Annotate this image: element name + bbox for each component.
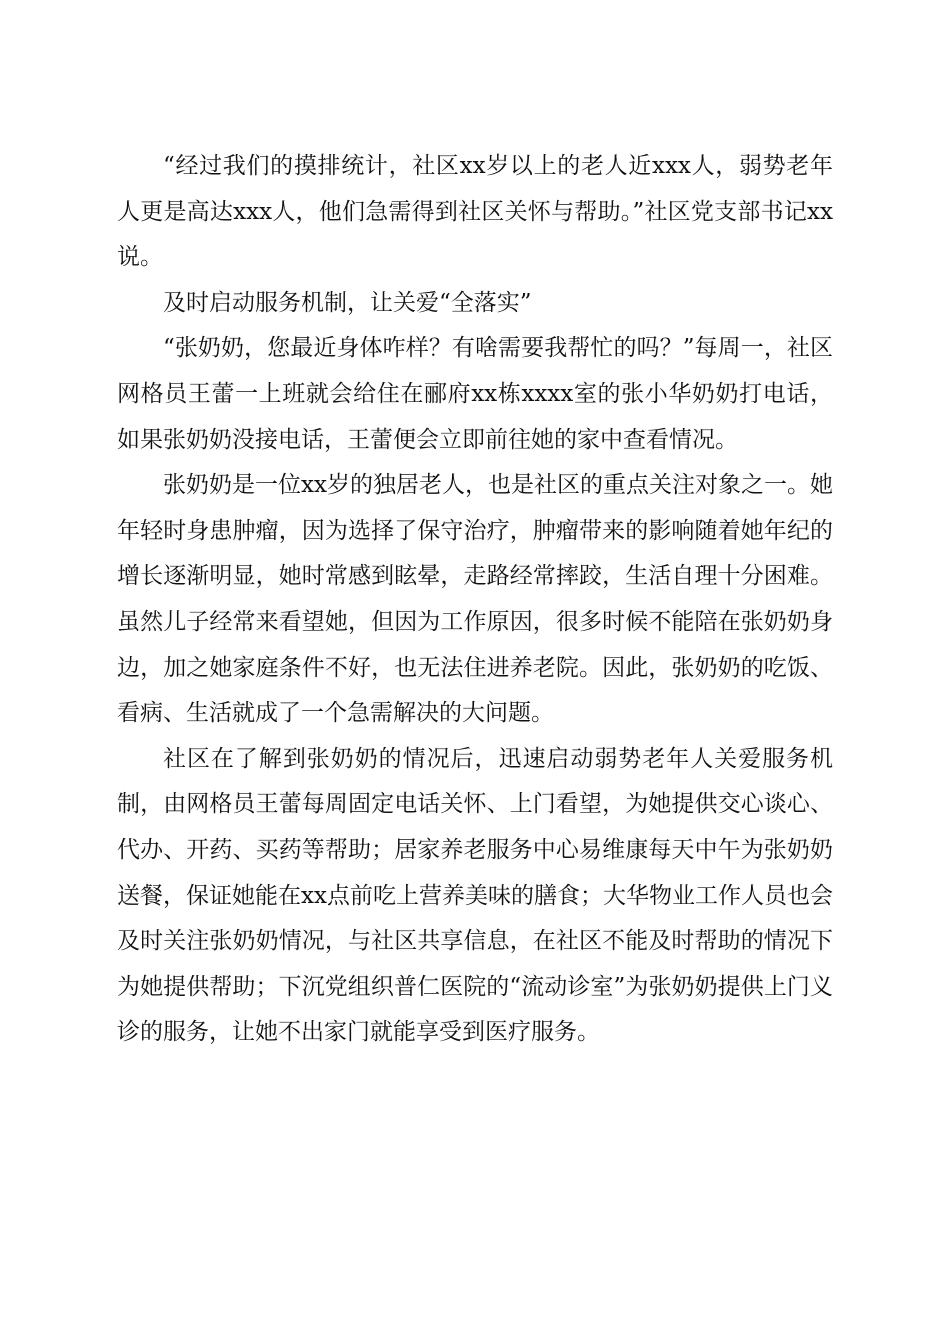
document-body: [117, 144, 833, 1056]
paragraph-survey-quote: “经过我们的摸排统计，社区xx岁以上的老人近xxx人，弱势老年人更是高达xxx人，他们急需得到社区关怀与帮助。”社区党支部书记xx说。: [117, 153, 833, 271]
paragraph-grandma-situation: 张奶奶是一位xx岁的独居老人，也是社区的重点关注对象之一。她年轻时身患肿瘤，因为选择了保守治疗，肿瘤带来的影响随着她年纪的增长逐渐明显，她时常感到眩晕，走路经常摔跤，生活自理十分困难。虽然儿子经常来看望她，但因为工作原因，很多时候不能陪在张奶奶身边，加之她家庭条件不好，也无法住进养老院。因此，张奶奶的吃饭、看病、生活就成了一个急需解决的大问题。: [117, 472, 833, 727]
paragraph-service-mechanism: 社区在了解到张奶奶的情况后，迅速启动弱势老年人关爱服务机制，由网格员王蕾每周固定电话关怀、上门看望，为她提供交心谈心、代办、开药、买药等帮助；居家养老服务中心易维康每天中午为张奶奶送餐，保证她能在xx点前吃上营养美味的膳食；大华物业工作人员也会及时关注张奶奶情况，与社区共享信息，在社区不能及时帮助的情况下为她提供帮助；下沉党组织普仁医院的“流动诊室”为张奶奶提供上门义诊的服务，让她不出家门就能享受到医疗服务。: [117, 745, 833, 1046]
section-heading: 及时启动服务机制，让关爱“全落实”: [163, 289, 532, 316]
paragraph-phone-call: “张奶奶，您最近身体咋样？有啥需要我帮忙的吗？”每周一，社区网格员王蕾一上班就会给住在郦府xx栋xxxx室的张小华奶奶打电话，如果张奶奶没接电话，王蕾便会立即前往她的家中查看情况。: [117, 335, 833, 453]
